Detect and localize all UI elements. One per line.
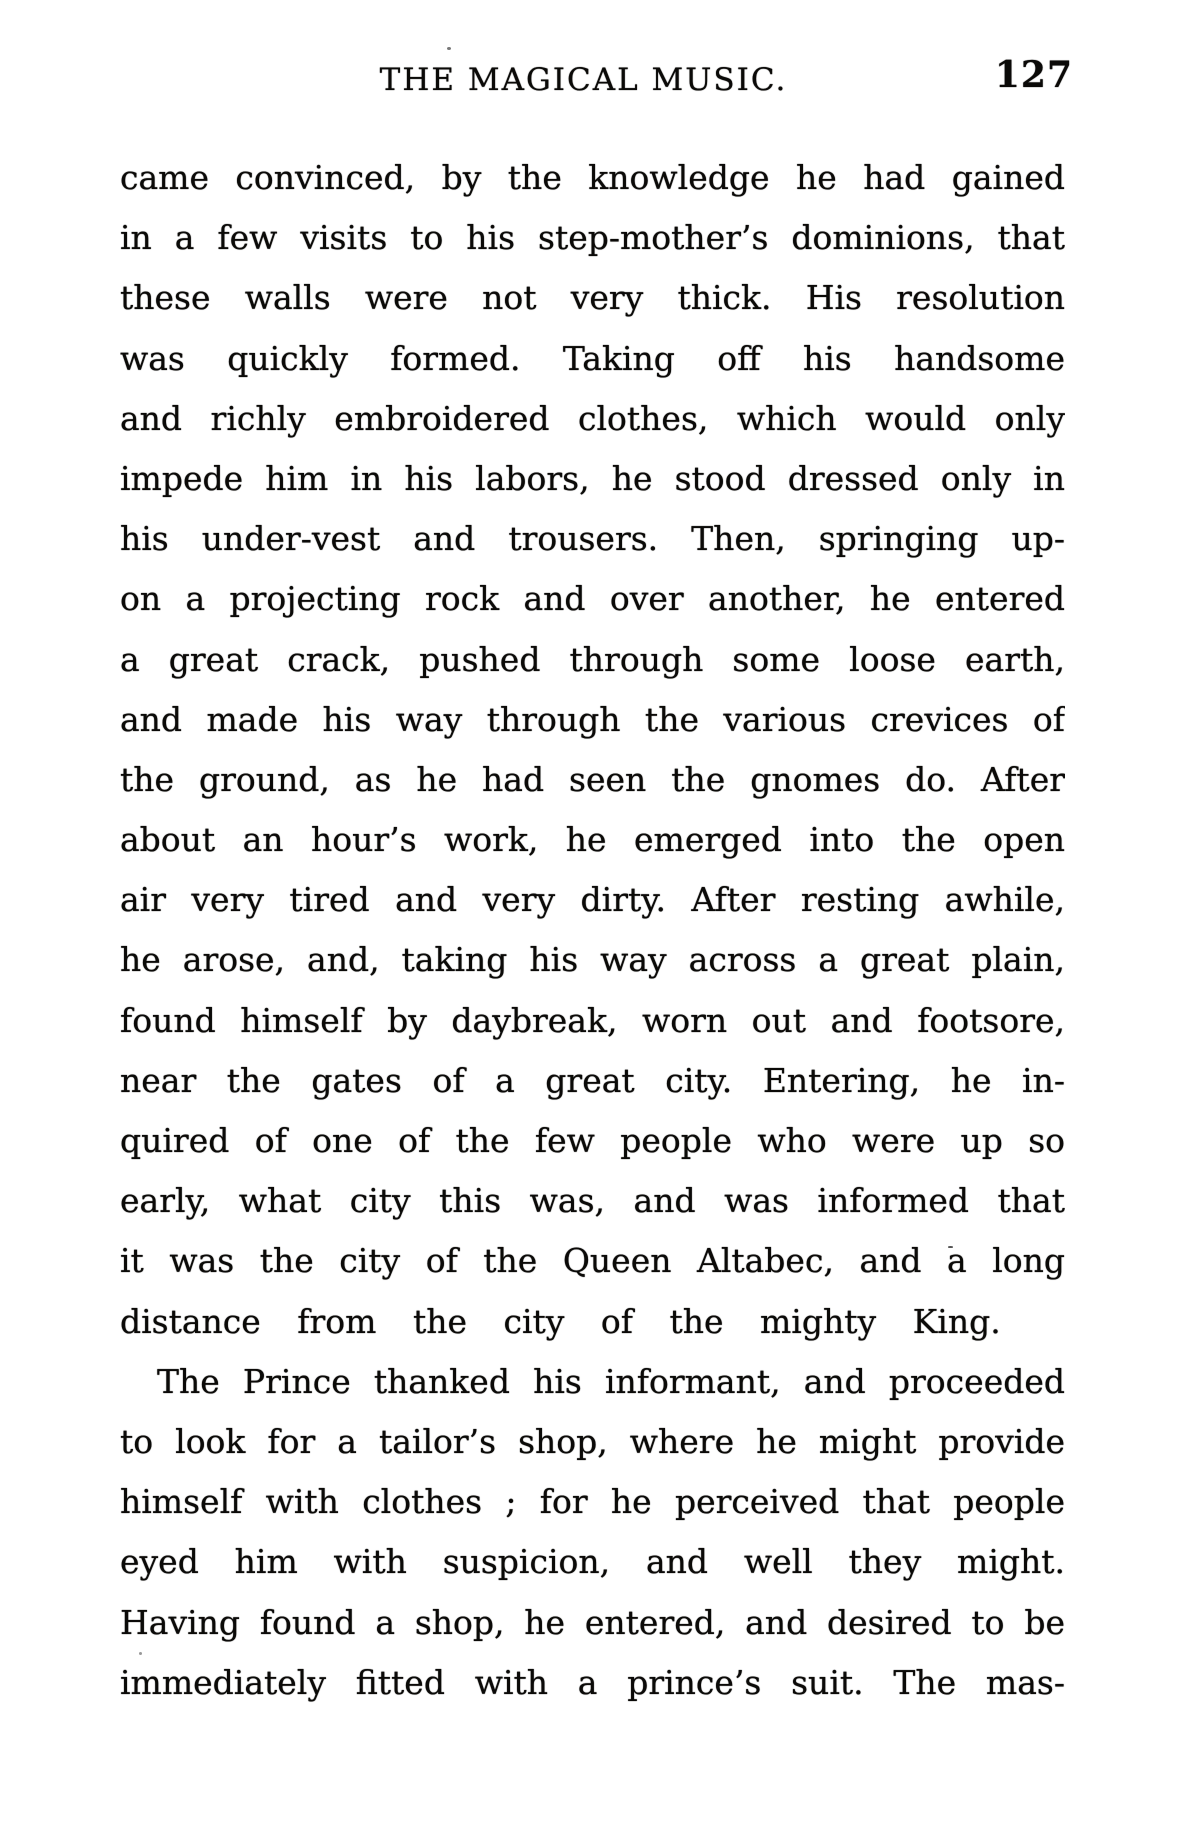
page-number: 127 [994, 54, 1073, 96]
text-line: a great crack, pushed through some loose earth, [120, 639, 1065, 679]
text-line: immediately fitted with a prince’s suit. The mas- [120, 1662, 1065, 1702]
text-line: near the gates of a great city. Entering, he in- [120, 1060, 1065, 1100]
text-line: impede him in his labors, he stood dressed only in [120, 458, 1065, 498]
ink-speck [447, 47, 451, 50]
text-line: came convinced, by the knowledge he had gained [120, 158, 1065, 197]
text-line: air very tired and very dirty. After resting awhile, [120, 880, 1065, 920]
text-line: and made his way through the various crevices of [120, 699, 1065, 739]
text-line: he arose, and, taking his way across a great plain, [120, 940, 1065, 980]
text-line: about an hour’s work, he emerged into the open [120, 820, 1065, 860]
text-line: to look for a tailor’s shop, where he might provide [120, 1421, 1065, 1461]
text-line: the ground, as he had seen the gnomes do. After [120, 759, 1065, 799]
text-line: early, what city this was, and was informed that [120, 1181, 1065, 1221]
text-line: quired of one of the few people who were up so [120, 1121, 1065, 1160]
text-line: eyed him with suspicion, and well they might. [120, 1542, 1065, 1582]
text-line: The Prince thanked his informant, and proceeded [157, 1361, 1065, 1401]
text-line: these walls were not very thick. His resolution [120, 278, 1065, 318]
text-line: Having found a shop, he entered, and desired to be [120, 1602, 1065, 1642]
text-line: it was the city of the Queen Altabec, and a long [120, 1241, 1065, 1281]
text-line: distance from the city of the mighty King. [120, 1301, 1001, 1341]
text-line: found himself by daybreak, worn out and footsore, [120, 1000, 1065, 1040]
text-block [120, 148, 1065, 1713]
running-title: THE MAGICAL MUSIC. [379, 62, 788, 98]
text-line: himself with clothes ; for he perceived that people [120, 1482, 1065, 1522]
text-line: on a projecting rock and over another, he entered [120, 579, 1065, 619]
page-header [120, 54, 1073, 104]
text-line: in a few visits to his step-mother’s dominions, that [120, 218, 1065, 258]
text-line: his under-vest and trousers. Then, springing up- [120, 519, 1065, 559]
text-line: and richly embroidered clothes, which would only [120, 398, 1065, 438]
text-line: was quickly formed. Taking off his handsome [120, 338, 1065, 378]
